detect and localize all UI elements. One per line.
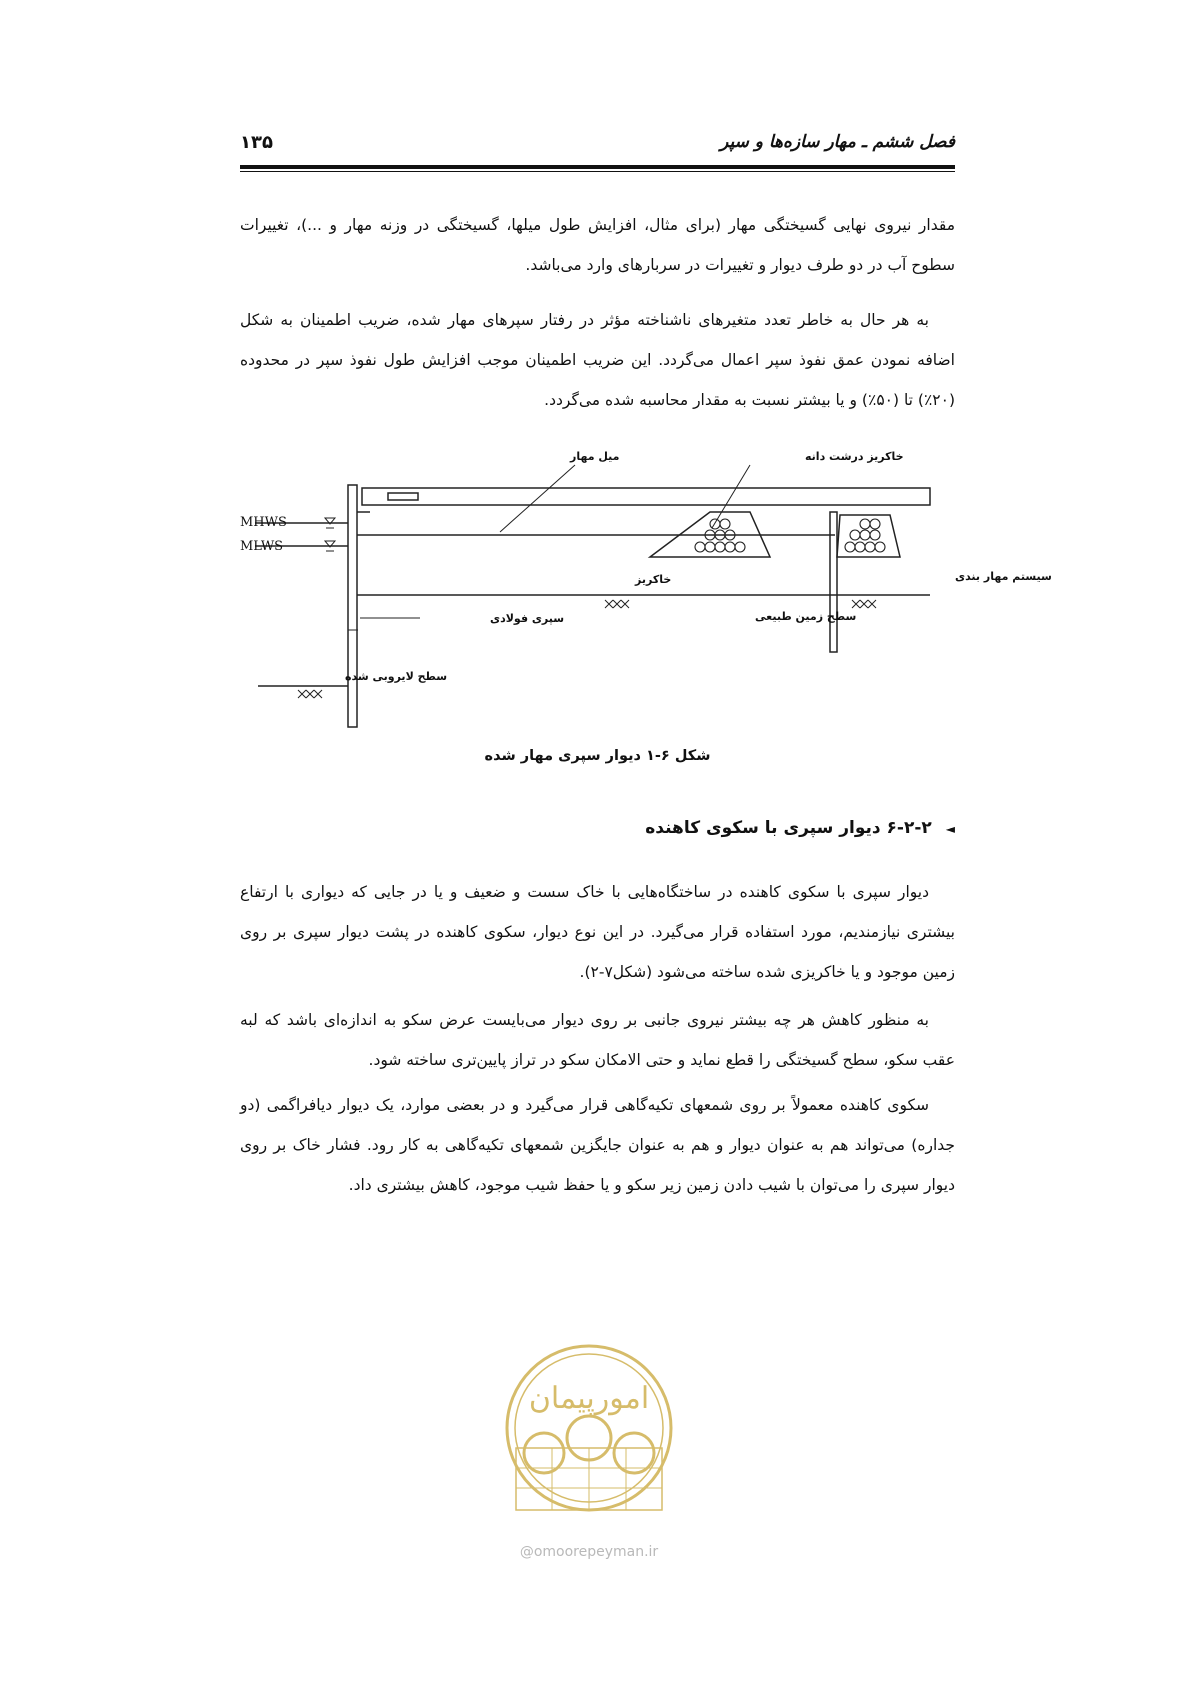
steel-sheet-label: سپری فولادی (490, 612, 565, 625)
watermark-logo-text: امورپیمان (528, 1381, 650, 1416)
backfill-label: خاکریز (635, 573, 672, 586)
paragraph-5: سکوی کاهنده معمولاً بر روی شمعهای تکیه‌گاهی قرار می‌گیرد و در بعضی موارد، یک دیوار دیافراگمی (دو جداره) می‌تواند هم به عنوان دیوار و هم به عنوان جایگزین شمعهای تکیه‌گاهی به کار رود. فشار خاک بر روی دیوار سپری را می‌توان با شیب دادن زمین زیر سکو و یا حفظ شیب موجود، کاهش بیشتری داد. (240, 1096, 955, 1194)
paragraph-3: دیوار سپری با سکوی کاهنده در ساختگاه‌هایی با خاک سست و ضعیف و یا در جایی که دیواری با ارتفاع بیشتری نیازمندیم، مورد استفاده قرار می‌گیرد. در این نوع دیوار، سکوی کاهنده در پشت دیوار سپری بر روی زمین موجود و یا خاکریزی شده ساخته می‌شود (شکل۷-۲). (240, 883, 955, 981)
steel-sheet-pile (348, 485, 357, 727)
header-rule-thin (240, 171, 955, 172)
page-header (240, 128, 955, 158)
anchor-system-label: سیستم مهار بندی (955, 570, 1052, 583)
mlws-label: MLWS (240, 539, 284, 554)
coarse-backfill-label: خاکریز درشت دانه (805, 450, 904, 463)
header-rule-thick (240, 165, 955, 169)
chapter-title: فصل ششم ـ مهار سازه‌ها و سپر (720, 132, 955, 152)
anchored-sheet-wall-figure (240, 440, 1052, 730)
deck-block (388, 493, 418, 500)
page-number: ۱۳۵ (240, 132, 273, 153)
section-title: ۶-۲-۲ دیوار سپری با سکوی کاهنده (645, 818, 932, 838)
mhws-label: MHWS (240, 515, 287, 530)
figure-caption: شکل ۶-۱ دیوار سپری مهار شده (484, 748, 711, 764)
deck-slab (362, 488, 930, 505)
tie-rod-label: میل مهار (570, 450, 620, 463)
watermark-url: @omoorepeyman.ir (519, 1544, 659, 1560)
anchor-wall (830, 512, 837, 652)
paragraph-2: به هر حال به خاطر تعدد متغیرهای ناشناخته مؤثر در رفتار سپرهای مهار شده، ضریب اطمینان به شکل اضافه نمودن عمق نفوذ سپر اعمال می‌گردد. این ضریب اطمینان موجب افزایش طول نفوذ سپر در محدوده (۲۰٪) تا (۵۰٪) و یا بیشتر نسبت به مقدار محاسبه شده می‌گردد. (240, 311, 955, 409)
paragraph-4: به منظور کاهش هر چه بیشتر نیروی جانبی بر روی دیوار می‌بایست عرض سکو به اندازه‌ای باشد که لبه عقب سکو، سطح گسیختگی را قطع نماید و حتی الامکان سکو در تراز پایین‌تری ساخته شود. (240, 1011, 955, 1069)
natural-ground-label: سطح زمین طبیعی (755, 610, 857, 623)
section-heading (645, 818, 955, 838)
dredged-level-label: سطح لایروبی شده (345, 670, 448, 683)
bullet-arrow-icon: ◄ (945, 822, 955, 836)
paragraph-1: مقدار نیروی نهایی گسیختگی مهار (برای مثال، افزایش طول میلها، گسیختگی در وزنه مهار و ...)، تغییرات سطوح آب در دو طرف دیوار و تغییرات در سربارهای وارد می‌باشد. (240, 216, 955, 274)
